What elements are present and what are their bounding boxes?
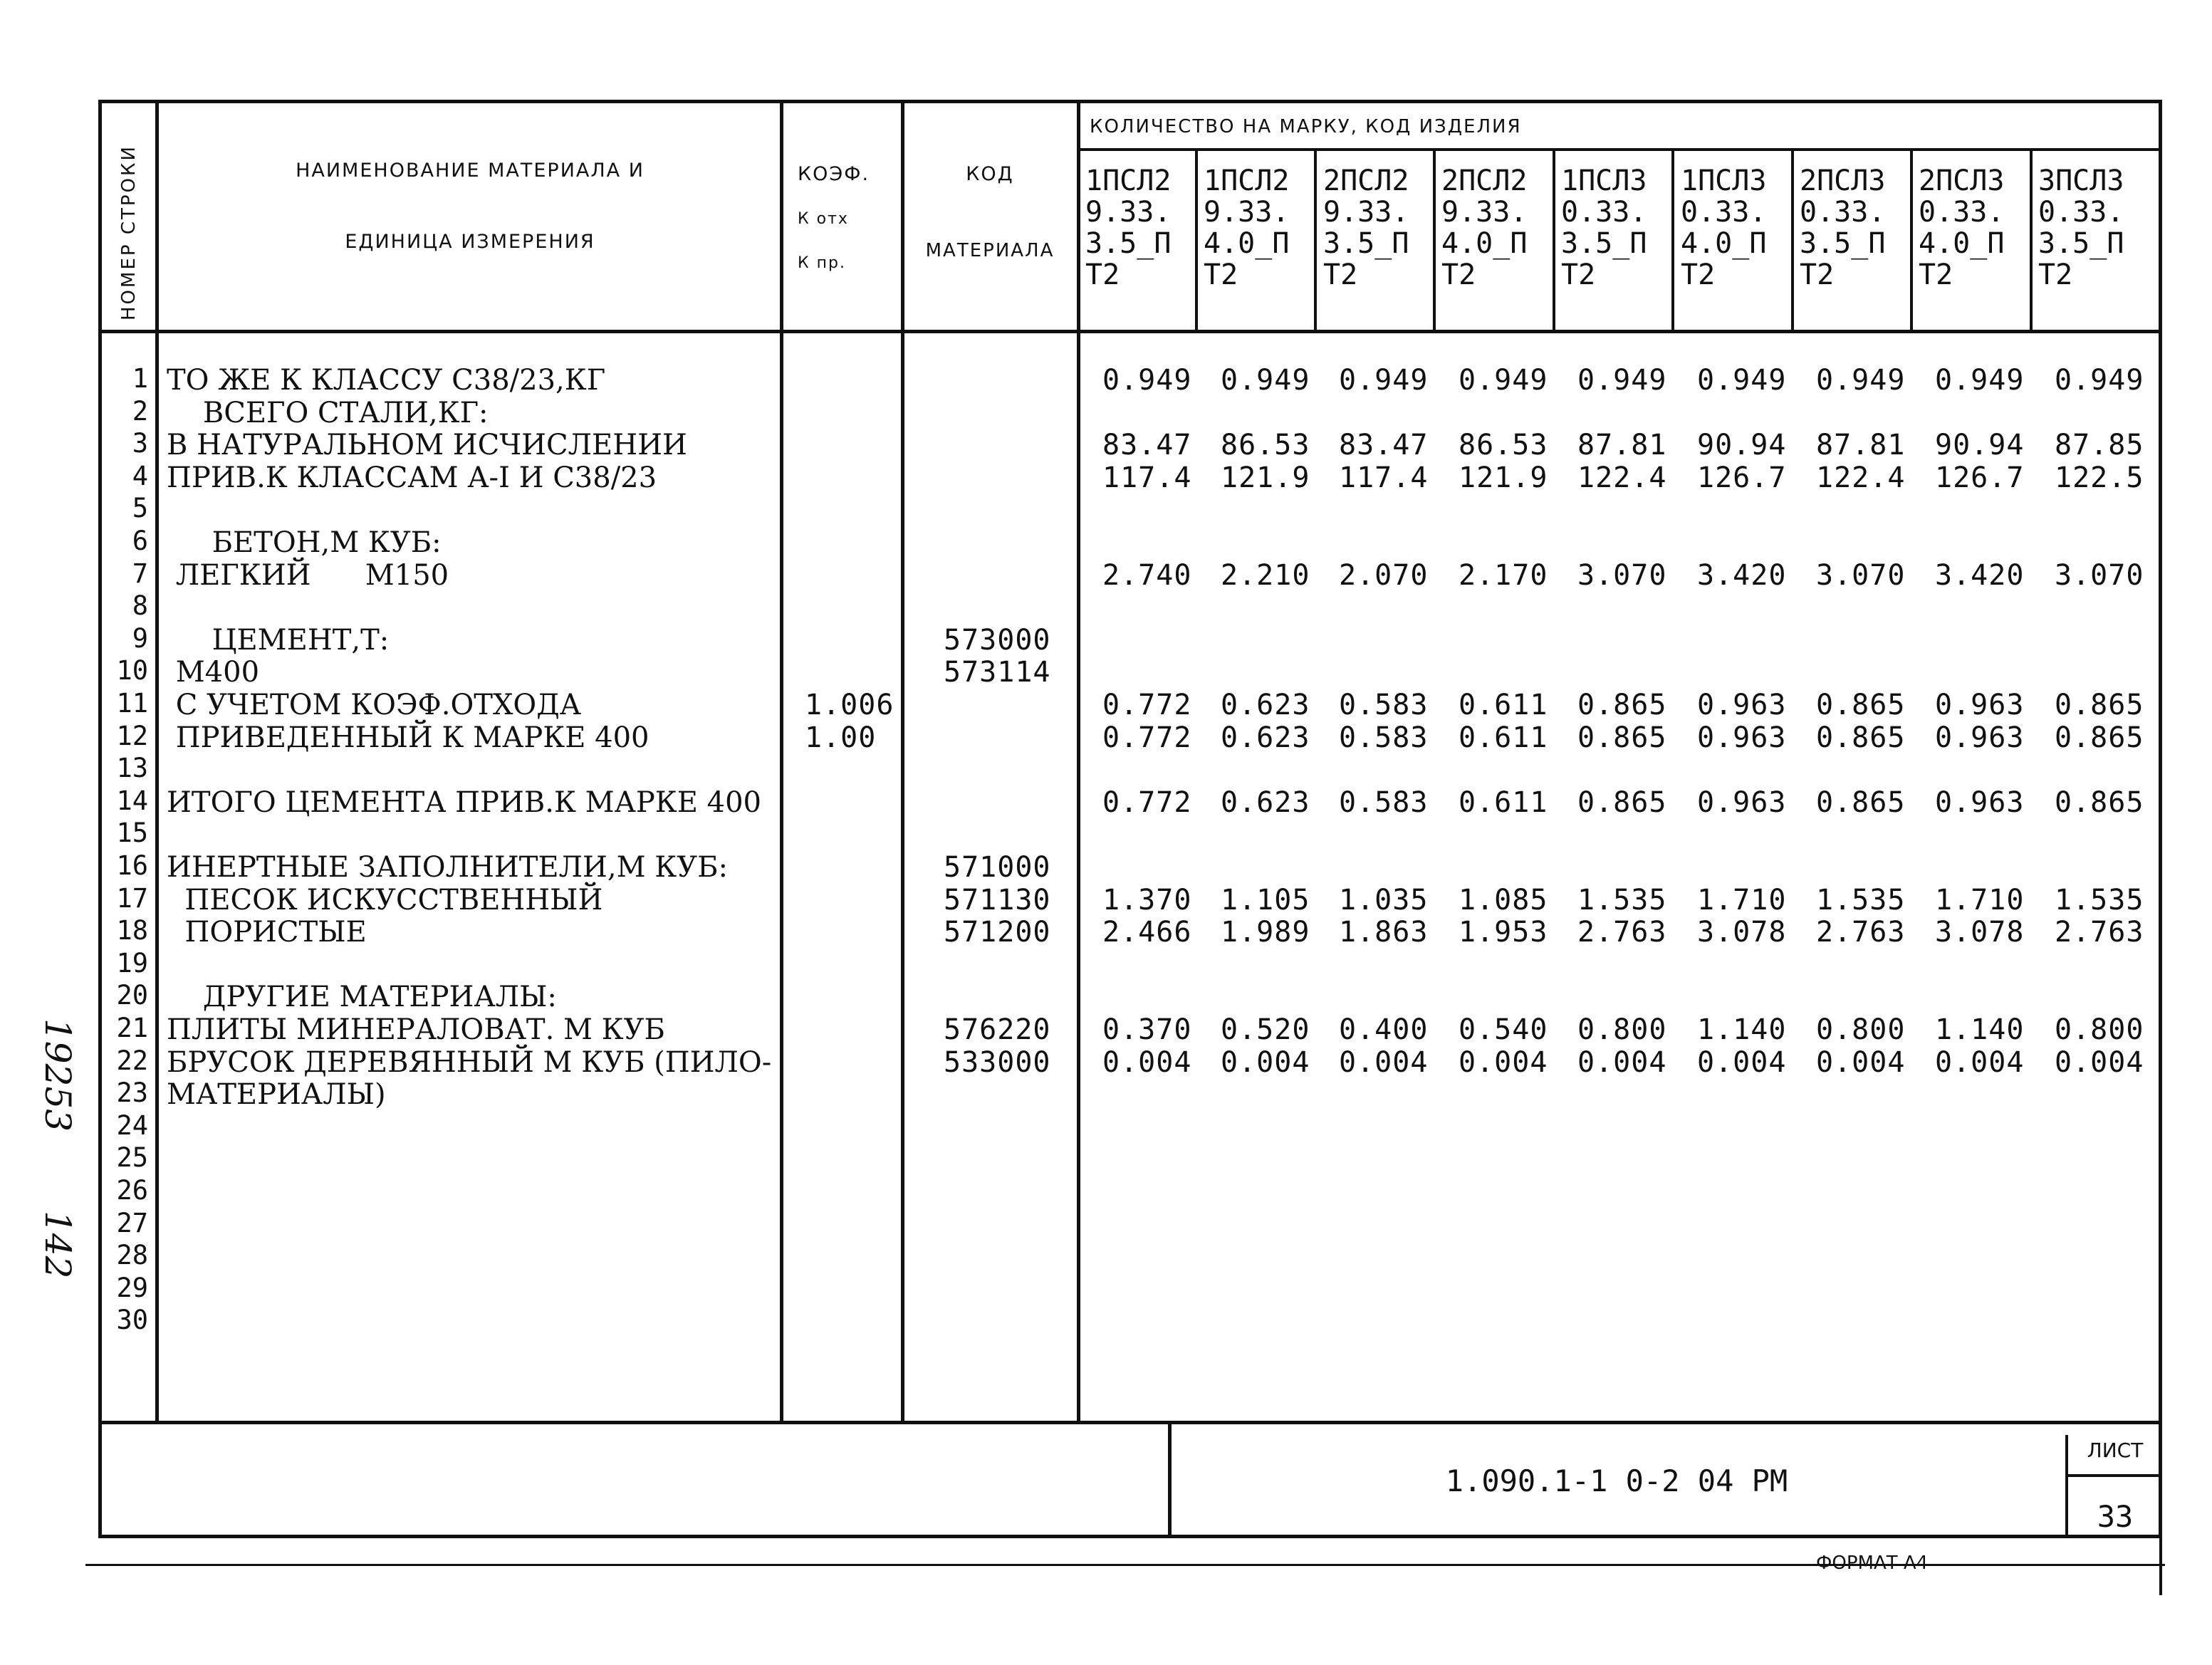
quantity-cell: 0.004 — [1816, 1045, 1906, 1079]
row-divider — [1077, 148, 2162, 151]
code-header-1: КОД — [966, 163, 1014, 185]
quantity-header: КОЛИЧЕСТВО НА МАРКУ, КОД ИЗДЕЛИЯ — [1090, 116, 1522, 137]
quantity-cell: 1.105 — [1221, 883, 1310, 917]
col-divider — [1077, 100, 1080, 1424]
quantity-cell: 0.865 — [2055, 689, 2144, 721]
product-column-header: 2ПСЛ2 9.33. 3.5_П Т2 — [1323, 165, 1409, 291]
row-number: 24 — [116, 1110, 148, 1141]
quantity-cell: 0.540 — [1459, 1013, 1548, 1046]
material-code: 571200 — [944, 916, 1051, 949]
quantity-cell: 126.7 — [1935, 461, 2025, 494]
product-column-header: 1ПСЛ2 9.33. 3.5_П Т2 — [1085, 165, 1172, 291]
col-divider — [1671, 150, 1674, 331]
material-code: 571130 — [944, 883, 1051, 917]
product-column-header: 1ПСЛ3 0.33. 3.5_П Т2 — [1561, 165, 1647, 291]
quantity-cell: 0.865 — [2055, 721, 2144, 754]
sheet-label: ЛИСТ — [2087, 1439, 2144, 1462]
quantity-cell: 0.800 — [2055, 1013, 2144, 1046]
quantity-cell: 0.865 — [1816, 785, 1906, 819]
row-number: 17 — [116, 882, 148, 914]
quantity-cell: 83.47 — [1339, 429, 1429, 462]
quantity-cell: 1.535 — [1816, 883, 1906, 917]
quantity-cell: 1.140 — [1935, 1013, 2025, 1046]
coef-header-3: К пр. — [798, 254, 846, 272]
quantity-cell: 0.949 — [1459, 364, 1548, 397]
col-divider — [155, 100, 159, 1424]
quantity-cell: 3.078 — [1935, 916, 2025, 949]
col-divider — [1910, 150, 1913, 331]
row-number: 10 — [116, 655, 148, 687]
title-divider — [2065, 1435, 2068, 1538]
quantity-cell: 3.420 — [1935, 558, 2025, 592]
quantity-cell: 2.070 — [1339, 558, 1429, 592]
material-header-2: ЕДИНИЦА ИЗМЕРЕНИЯ — [345, 231, 595, 253]
material-code: 533000 — [944, 1045, 1051, 1079]
quantity-cell: 0.611 — [1459, 785, 1548, 819]
material-name: ПОРИСТЫЕ — [167, 916, 367, 949]
quantity-cell: 3.070 — [1816, 558, 1906, 592]
quantity-cell: 0.800 — [1816, 1013, 1906, 1046]
quantity-cell: 83.47 — [1102, 429, 1192, 462]
material-name: С УЧЕТОМ КОЭФ.ОТХОДА — [167, 689, 582, 721]
quantity-cell: 0.004 — [1459, 1045, 1548, 1079]
quantity-cell: 90.94 — [1935, 429, 2025, 462]
row-number: 1 — [132, 363, 148, 394]
quantity-cell: 121.9 — [1221, 461, 1310, 494]
row-number: 27 — [116, 1207, 148, 1238]
row-number: 7 — [132, 558, 148, 589]
row-number: 22 — [116, 1045, 148, 1076]
quantity-cell: 2.210 — [1221, 558, 1310, 592]
quantity-cell: 0.623 — [1221, 689, 1310, 721]
quantity-cell: 1.710 — [1935, 883, 2025, 917]
material-name: ПРИВ.К КЛАССАМ А-I И С38/23 — [167, 461, 657, 494]
row-number: 14 — [116, 785, 148, 816]
quantity-cell: 3.420 — [1697, 558, 1787, 592]
row-number: 13 — [116, 753, 148, 784]
product-column-header: 1ПСЛ2 9.33. 4.0_П Т2 — [1204, 165, 1290, 291]
quantity-cell: 0.949 — [1577, 364, 1667, 397]
row-number: 19 — [116, 947, 148, 978]
quantity-cell: 0.772 — [1102, 689, 1192, 721]
quantity-cell: 87.85 — [2055, 429, 2144, 462]
quantity-cell: 1.535 — [1577, 883, 1667, 917]
row-number: 6 — [132, 526, 148, 556]
quantity-cell: 0.949 — [1816, 364, 1906, 397]
quantity-cell: 1.035 — [1339, 883, 1429, 917]
quantity-cell: 0.583 — [1339, 785, 1429, 819]
quantity-cell: 1.370 — [1102, 883, 1192, 917]
row-number: 11 — [116, 688, 148, 719]
quantity-cell: 2.466 — [1102, 916, 1192, 949]
quantity-cell: 0.623 — [1221, 721, 1310, 754]
quantity-cell: 0.963 — [1697, 689, 1787, 721]
format-edge — [2159, 1538, 2162, 1595]
quantity-cell: 2.763 — [2055, 916, 2144, 949]
material-name: БРУСОК ДЕРЕВЯННЫЙ М КУБ (ПИЛО- — [167, 1045, 772, 1079]
row-number: 21 — [116, 1013, 148, 1043]
quantity-cell: 122.5 — [2055, 461, 2144, 494]
quantity-cell: 0.865 — [1816, 721, 1906, 754]
material-name: ПРИВЕДЕННЫЙ К МАРКЕ 400 — [167, 721, 649, 754]
quantity-cell: 0.400 — [1339, 1013, 1429, 1046]
quantity-cell: 87.81 — [1816, 429, 1906, 462]
coef-header-1: КОЭФ. — [798, 163, 870, 185]
quantity-cell: 87.81 — [1577, 429, 1667, 462]
row-number: 18 — [116, 915, 148, 946]
quantity-cell: 1.710 — [1697, 883, 1787, 917]
quantity-cell: 86.53 — [1221, 429, 1310, 462]
quantity-cell: 117.4 — [1102, 461, 1192, 494]
row-number: 12 — [116, 720, 148, 751]
quantity-cell: 0.949 — [2055, 364, 2144, 397]
sheet-number: 33 — [2097, 1499, 2134, 1534]
col-divider — [1553, 150, 1555, 331]
row-number: 3 — [132, 428, 148, 459]
quantity-cell: 1.085 — [1459, 883, 1548, 917]
inventory-number: 19253 — [37, 1018, 78, 1132]
quantity-cell: 0.004 — [1935, 1045, 2025, 1079]
quantity-cell: 0.611 — [1459, 721, 1548, 754]
quantity-cell: 2.740 — [1102, 558, 1192, 592]
quantity-cell: 126.7 — [1697, 461, 1787, 494]
quantity-cell: 117.4 — [1339, 461, 1429, 494]
row-number-header: НОМЕР СТРОКИ — [118, 145, 140, 320]
row-number: 29 — [116, 1272, 148, 1303]
material-header-1: НАИМЕНОВАНИЕ МАТЕРИАЛА И — [296, 160, 645, 182]
material-name: БЕТОН,М КУБ: — [167, 526, 442, 559]
material-name: ЦЕМЕНТ,Т: — [167, 623, 390, 657]
col-divider — [1314, 150, 1317, 331]
row-number: 2 — [132, 395, 148, 427]
code-header-2: МАТЕРИАЛА — [925, 240, 1055, 261]
quantity-cell: 0.963 — [1697, 785, 1787, 819]
quantity-cell: 1.989 — [1221, 916, 1310, 949]
quantity-cell: 0.583 — [1339, 689, 1429, 721]
quantity-cell: 0.963 — [1935, 721, 2025, 754]
quantity-cell: 0.611 — [1459, 689, 1548, 721]
coefficient: 1.00 — [805, 721, 877, 754]
quantity-cell: 0.520 — [1221, 1013, 1310, 1046]
material-code: 576220 — [944, 1013, 1051, 1046]
material-name: ИТОГО ЦЕМЕНТА ПРИВ.К МАРКЕ 400 — [167, 785, 761, 819]
quantity-cell: 0.963 — [1697, 721, 1787, 754]
product-column-header: 3ПСЛ3 0.33. 3.5_П Т2 — [2038, 165, 2124, 291]
quantity-cell: 2.763 — [1816, 916, 1906, 949]
coef-header-2: К отх — [798, 210, 849, 228]
quantity-cell: 0.865 — [1577, 689, 1667, 721]
quantity-cell: 0.004 — [2055, 1045, 2144, 1079]
quantity-cell: 90.94 — [1697, 429, 1787, 462]
row-number: 25 — [116, 1142, 148, 1174]
quantity-cell: 0.004 — [1697, 1045, 1787, 1079]
material-name: ПЛИТЫ МИНЕРАЛОВАТ. М КУБ — [167, 1013, 665, 1046]
quantity-cell: 2.763 — [1577, 916, 1667, 949]
row-number: 9 — [132, 622, 148, 654]
col-divider — [1195, 150, 1198, 331]
material-code: 573114 — [944, 656, 1051, 689]
material-code: 573000 — [944, 623, 1051, 657]
quantity-cell: 0.865 — [1816, 689, 1906, 721]
quantity-cell: 1.953 — [1459, 916, 1548, 949]
material-code: 571000 — [944, 851, 1051, 884]
quantity-cell: 0.949 — [1935, 364, 2025, 397]
quantity-cell: 0.004 — [1577, 1045, 1667, 1079]
row-number: 4 — [132, 460, 148, 491]
quantity-cell: 0.963 — [1935, 785, 2025, 819]
material-name: МАТЕРИАЛЫ) — [167, 1078, 386, 1112]
row-number: 28 — [116, 1240, 148, 1271]
col-divider — [901, 100, 904, 1424]
material-name: ДРУГИЕ МАТЕРИАЛЫ: — [167, 981, 557, 1014]
row-number: 16 — [116, 850, 148, 881]
quantity-cell: 122.4 — [1816, 461, 1906, 494]
product-column-header: 2ПСЛ2 9.33. 4.0_П Т2 — [1441, 165, 1528, 291]
quantity-cell: 0.949 — [1221, 364, 1310, 397]
coefficient: 1.006 — [805, 689, 894, 721]
row-number: 15 — [116, 818, 148, 849]
quantity-cell: 0.583 — [1339, 721, 1429, 754]
quantity-cell: 1.863 — [1339, 916, 1429, 949]
material-name: ЛЕГКИЙ М150 — [167, 558, 449, 592]
material-name: ПЕСОК ИСКУССТВЕННЫЙ — [167, 883, 603, 917]
row-number: 26 — [116, 1175, 148, 1206]
sheet-frame — [98, 100, 2162, 1538]
row-number: 23 — [116, 1077, 148, 1109]
quantity-cell: 0.949 — [1697, 364, 1787, 397]
product-column-header: 2ПСЛ3 0.33. 4.0_П Т2 — [1919, 165, 2005, 291]
quantity-cell: 0.772 — [1102, 785, 1192, 819]
quantity-cell: 0.865 — [1577, 721, 1667, 754]
col-divider — [2030, 150, 2033, 331]
quantity-cell: 0.623 — [1221, 785, 1310, 819]
quantity-cell: 122.4 — [1577, 461, 1667, 494]
material-name: В НАТУРАЛЬНОМ ИСЧИСЛЕНИИ — [167, 429, 687, 462]
quantity-cell: 0.004 — [1221, 1045, 1310, 1079]
col-divider — [1791, 150, 1794, 331]
row-number: 30 — [116, 1305, 148, 1336]
quantity-cell: 0.004 — [1102, 1045, 1192, 1079]
row-number: 20 — [116, 980, 148, 1011]
product-column-header: 2ПСЛ3 0.33. 3.5_П Т2 — [1800, 165, 1886, 291]
product-column-header: 1ПСЛ3 0.33. 4.0_П Т2 — [1681, 165, 1767, 291]
quantity-cell: 121.9 — [1459, 461, 1548, 494]
quantity-cell: 3.078 — [1697, 916, 1787, 949]
row-number: 5 — [132, 493, 148, 524]
title-divider — [2065, 1474, 2162, 1477]
quantity-cell: 0.865 — [2055, 785, 2144, 819]
quantity-cell: 0.865 — [1577, 785, 1667, 819]
quantity-cell: 0.800 — [1577, 1013, 1667, 1046]
quantity-cell: 0.949 — [1339, 364, 1429, 397]
material-name: ТО ЖЕ К КЛАССУ С38/23,КГ — [167, 364, 606, 397]
quantity-cell: 0.772 — [1102, 721, 1192, 754]
body-bottom — [98, 1421, 2162, 1424]
quantity-cell: 1.535 — [2055, 883, 2144, 917]
format-label: ФОРМАТ А4 — [1816, 1552, 1929, 1574]
quantity-cell: 0.963 — [1935, 689, 2025, 721]
page-note: 142 — [37, 1211, 78, 1279]
quantity-cell: 2.170 — [1459, 558, 1548, 592]
quantity-cell: 86.53 — [1459, 429, 1548, 462]
document-code: 1.090.1-1 0-2 04 РМ — [1445, 1463, 1788, 1498]
quantity-cell: 0.004 — [1339, 1045, 1429, 1079]
quantity-cell: 3.070 — [2055, 558, 2144, 592]
quantity-cell: 1.140 — [1697, 1013, 1787, 1046]
col-divider — [780, 100, 783, 1424]
material-name: ВСЕГО СТАЛИ,КГ: — [167, 396, 489, 429]
col-divider — [1433, 150, 1436, 331]
material-name: ИНЕРТНЫЕ ЗАПОЛНИТЕЛИ,М КУБ: — [167, 851, 729, 884]
quantity-cell: 0.949 — [1102, 364, 1192, 397]
material-name: М400 — [167, 656, 260, 689]
header-bottom — [98, 330, 2162, 333]
quantity-cell: 3.070 — [1577, 558, 1667, 592]
row-number: 8 — [132, 590, 148, 622]
quantity-cell: 0.370 — [1102, 1013, 1192, 1046]
